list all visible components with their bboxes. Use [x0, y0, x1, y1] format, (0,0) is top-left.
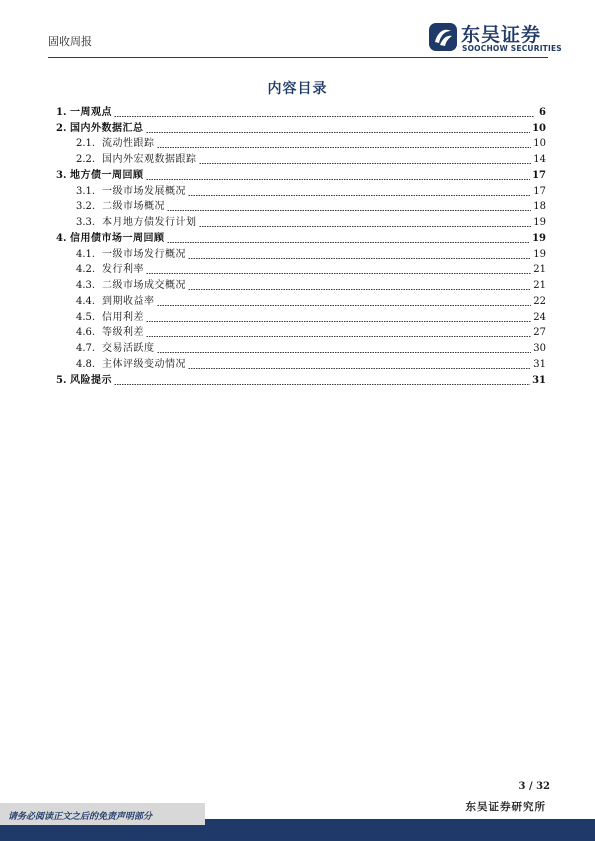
- toc-dot-leader: [146, 132, 531, 133]
- toc-dot-leader: [114, 384, 530, 385]
- header-divider: [48, 57, 548, 58]
- toc-entry[interactable]: [56, 276, 546, 292]
- toc-dot-leader: [167, 242, 531, 243]
- toc-entry-title: 地方债一周回顾: [70, 169, 144, 181]
- toc-entry[interactable]: [56, 339, 546, 355]
- toc-dot-leader: [146, 336, 531, 337]
- toc-entry-number: 3.1.: [76, 185, 96, 197]
- toc-entry-title: 信用利差: [102, 311, 144, 323]
- toc-entry-number: 1.: [56, 106, 67, 118]
- toc-dot-leader: [167, 210, 531, 211]
- toc-title: 内容目录: [267, 81, 328, 97]
- toc-entry-title: 发行利率: [102, 264, 144, 276]
- toc-entry-title: 国内外数据汇总: [70, 122, 144, 134]
- toc-entry[interactable]: [56, 245, 546, 261]
- toc-entry[interactable]: [56, 150, 546, 166]
- toc-entry-page: 6: [539, 106, 546, 118]
- toc-entry[interactable]: [56, 308, 546, 324]
- toc-dot-leader: [114, 116, 534, 117]
- toc-entry-title: 等级利差: [102, 327, 144, 339]
- toc-dot-leader: [146, 273, 531, 274]
- toc-entry-page: 14: [533, 154, 546, 165]
- logo-name-en: SOOCHOW SECURITIES: [462, 44, 562, 53]
- toc-dot-leader: [157, 305, 532, 306]
- toc-entry-page: 27: [533, 327, 546, 339]
- toc-entry-title: 风险提示: [70, 374, 112, 386]
- toc-entry-number: 4.6.: [76, 327, 96, 339]
- toc-dot-leader: [188, 195, 531, 196]
- toc-entry-page: 22: [533, 295, 546, 307]
- toc-entry-page: 19: [533, 248, 546, 260]
- toc-dot-leader: [146, 321, 531, 322]
- toc-entry-title: 二级市场成交概况: [102, 280, 186, 291]
- toc-dot-leader: [188, 289, 531, 290]
- toc-entry-number: 2.2.: [76, 154, 96, 165]
- toc-entry[interactable]: [56, 213, 546, 229]
- toc-entry[interactable]: [56, 182, 546, 198]
- toc-entry[interactable]: [56, 371, 546, 387]
- toc-entry-title: 到期收益率: [102, 295, 155, 307]
- toc-entry-title: 本月地方债发行计划: [102, 217, 197, 228]
- toc-dot-leader: [146, 179, 531, 180]
- toc-entry[interactable]: [56, 292, 546, 308]
- toc-entry[interactable]: [56, 135, 546, 151]
- toc-entry-number: 3.3.: [76, 217, 96, 228]
- toc-entry-page: 21: [533, 280, 546, 291]
- toc-entry[interactable]: [56, 324, 546, 340]
- toc-entry-page: 30: [533, 343, 546, 354]
- table-of-contents: [56, 103, 546, 387]
- toc-entry-page: 31: [533, 358, 546, 370]
- toc-entry-number: 2.1.: [76, 138, 96, 150]
- toc-entry-number: 5.: [56, 374, 67, 386]
- toc-entry-page: 21: [533, 264, 546, 276]
- toc-dot-leader: [188, 258, 531, 259]
- toc-entry-title: 交易活跃度: [102, 343, 155, 354]
- disclaimer-banner: [0, 803, 205, 825]
- toc-dot-leader: [188, 368, 531, 369]
- disclaimer-text: 请务必阅读正文之后的免责声明部分: [8, 812, 153, 822]
- toc-entry-page: 17: [532, 169, 546, 181]
- company-logo: [428, 22, 562, 56]
- toc-entry-number: 2.: [56, 122, 67, 134]
- toc-entry[interactable]: [56, 166, 546, 182]
- toc-entry-title: 信用债市场一周回顾: [70, 232, 165, 244]
- toc-entry-number: 3.: [56, 169, 67, 181]
- toc-entry-page: 19: [533, 217, 546, 228]
- toc-entry-number: 4.8.: [76, 358, 96, 370]
- toc-entry-title: 一周观点: [70, 106, 112, 118]
- toc-entry-title: 主体评级变动情况: [102, 358, 186, 370]
- toc-entry-number: 4.7.: [76, 343, 96, 354]
- footer-company-name: 东吴证券研究所: [465, 801, 546, 813]
- toc-entry[interactable]: [56, 355, 546, 371]
- toc-entry-number: 4.5.: [76, 311, 96, 323]
- toc-entry-number: 4.2.: [76, 264, 96, 276]
- toc-dot-leader: [199, 163, 532, 164]
- toc-entry[interactable]: [56, 198, 546, 214]
- toc-entry-number: 4.: [56, 232, 67, 244]
- toc-entry-title: 二级市场概况: [102, 201, 165, 213]
- toc-entry-page: 31: [532, 374, 546, 386]
- toc-dot-leader: [199, 226, 532, 227]
- toc-entry-page: 19: [532, 232, 546, 244]
- toc-entry-page: 17: [533, 185, 546, 197]
- toc-entry-page: 10: [532, 122, 546, 134]
- toc-entry-page: 24: [533, 311, 546, 323]
- toc-entry-title: 国内外宏观数据跟踪: [102, 154, 197, 165]
- toc-entry[interactable]: [56, 103, 546, 119]
- toc-dot-leader: [157, 352, 532, 353]
- toc-entry-title: 流动性跟踪: [102, 138, 155, 150]
- toc-entry-number: 4.4.: [76, 295, 96, 307]
- toc-entry-number: 4.3.: [76, 280, 96, 291]
- toc-entry-number: 4.1.: [76, 248, 96, 260]
- logo-name-cn: 东吴证券: [461, 24, 542, 46]
- toc-entry-title: 一级市场发展概况: [102, 185, 186, 197]
- toc-entry[interactable]: [56, 119, 546, 135]
- toc-entry-page: 18: [533, 201, 546, 213]
- toc-entry-page: 10: [533, 138, 546, 150]
- toc-entry-number: 3.2.: [76, 201, 96, 213]
- toc-entry-title: 一级市场发行概况: [102, 248, 186, 260]
- toc-dot-leader: [157, 147, 532, 148]
- soochow-logo-icon: [428, 22, 458, 52]
- report-type-label: 固收周报: [48, 35, 92, 48]
- toc-entry[interactable]: [56, 229, 546, 245]
- toc-entry[interactable]: [56, 261, 546, 277]
- page-number: 3 / 32: [518, 781, 550, 792]
